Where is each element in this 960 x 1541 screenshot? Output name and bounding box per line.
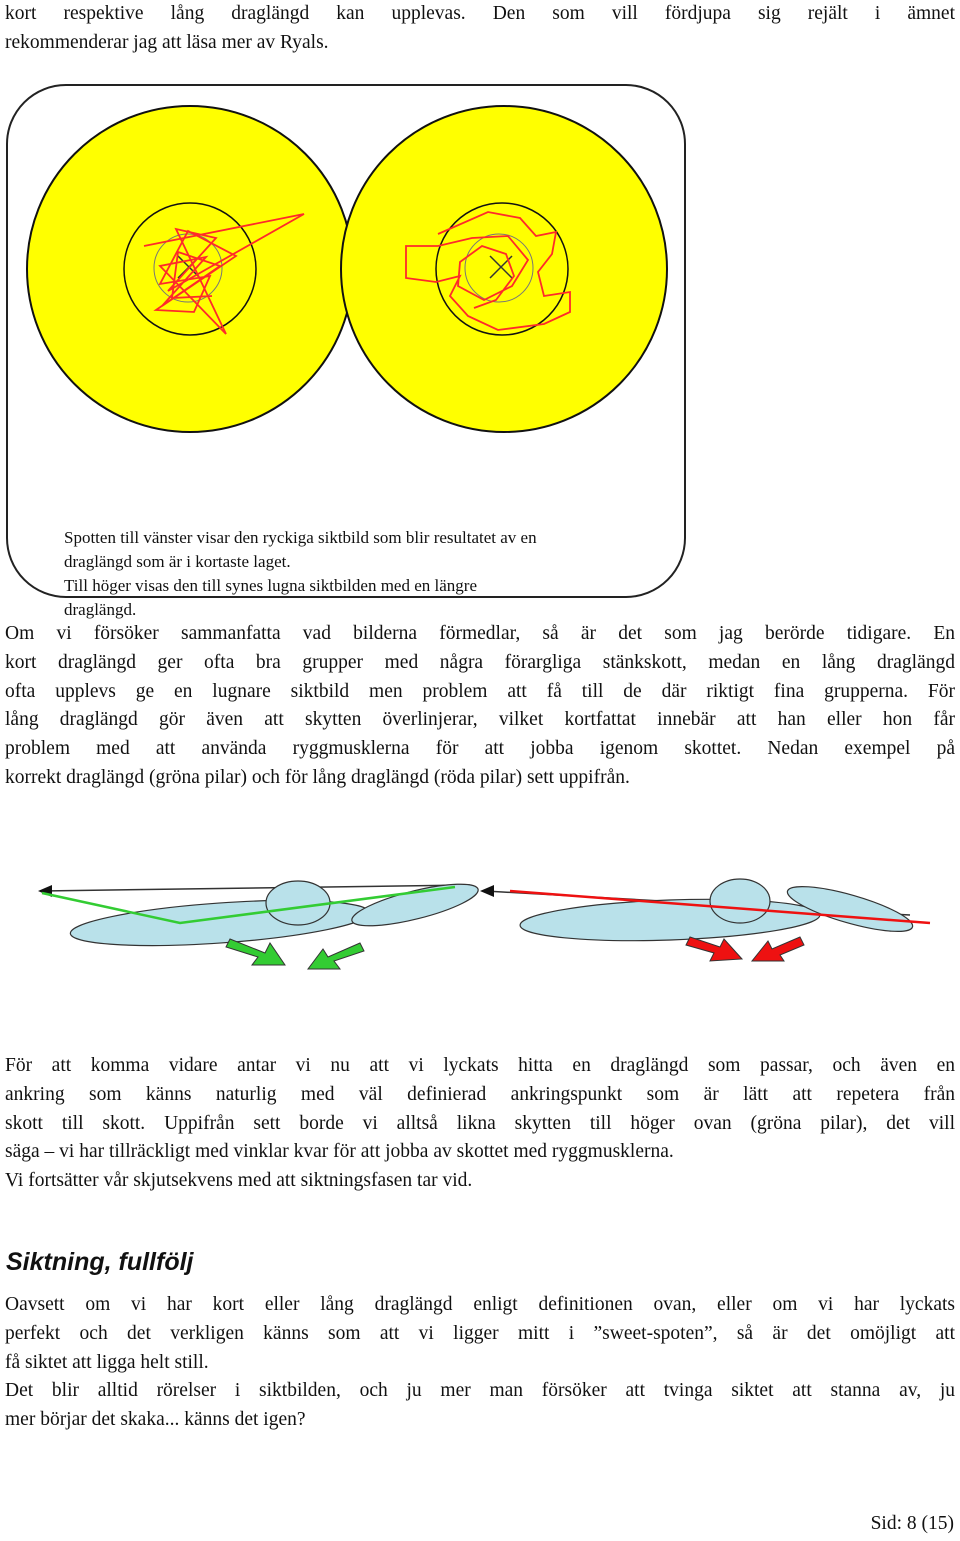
continuation-paragraph: [5, 1052, 955, 1196]
summary-line: problem med att använda ryggmusklerna för att jobba igenom skottet. Nedan exempel på: [5, 738, 955, 760]
caption-line: Spotten till vänster visar den ryckiga siktbild som blir resultatet av en: [64, 528, 537, 547]
intro-line: rekommenderar jag att läsa mer av Ryals.: [5, 31, 329, 53]
section-heading: Siktning, fullfölj: [6, 1248, 194, 1276]
intro-line: kort respektive lång draglängd kan upplevas. Den som vill fördjupa sig rejält i ämnet: [5, 3, 955, 24]
aiming-spots-figure: [6, 84, 686, 619]
summary-line: lång draglängd gör även att skytten överlinjerar, vilket kortfattat innebär att han eller hon får: [5, 709, 955, 731]
caption-line: draglängd.: [64, 600, 137, 619]
summary-line: korrekt draglängd (gröna pilar) och för lång draglängd (röda pilar) sett uppifrån.: [5, 766, 630, 788]
draw-length-topview-figure: [30, 865, 940, 980]
page-number: Sid: 8 (15): [870, 1513, 954, 1534]
archer-correct-draw: [38, 876, 481, 969]
para2-line: För att komma vidare antar vi nu att vi lyckats hitta en draglängd som passar, och även en: [5, 1055, 955, 1076]
para2-line: skott till skott. Uppifrån sett borde vi alltså likna skytten till höger ovan (gröna pilar), det vill: [5, 1112, 955, 1134]
para3-line: Oavsett om vi har kort eller lång draglängd enligt definitionen ovan, eller om vi har lyckats: [5, 1294, 955, 1315]
para2-line: säga – vi har tillräckligt med vinklar kvar för att jobba av skottet med ryggmusklerna.: [5, 1141, 674, 1163]
para3-line: perfekt och det verkligen känns som att vi ligger mitt i ”sweet-spoten”, så är det omöjligt att: [5, 1322, 955, 1344]
aiming-paragraph: [5, 1291, 955, 1435]
para2-line: Vi fortsätter vår skjutsekvens med att siktningsfasen tar vid.: [5, 1170, 473, 1192]
caption-line: Till höger visas den till synes lugna siktbilden med en längre: [64, 576, 477, 595]
para3-line: mer börjar det skaka... känns det igen?: [5, 1409, 306, 1431]
archer-long-draw: [480, 878, 930, 961]
caption-line: draglängd som är i kortaste laget.: [64, 552, 291, 571]
summary-line: kort draglängd ger ofta bra grupper med några förargliga stänkskott, medan en lång draglängd: [5, 651, 955, 673]
summary-paragraph: [5, 620, 955, 793]
intro-paragraph: [5, 0, 955, 58]
para2-line: ankring som känns naturlig med väl definierad ankringspunkt som är lätt att repetera från: [5, 1083, 955, 1105]
figure-caption: [64, 526, 664, 622]
topview-drawing: [30, 865, 940, 975]
summary-line: ofta upplevs ge en lugnare siktbild men problem att få till de där riktigt fina grupperna. För: [5, 680, 955, 702]
para3-line: få siktet att ligga helt still.: [5, 1351, 209, 1373]
aiming-spots-drawing: [8, 86, 684, 596]
summary-line: Om vi försöker sammanfatta vad bilderna förmedlar, så är det som jag berörde tidigare. En: [5, 623, 955, 644]
para3-line: Det blir alltid rörelser i siktbilden, och ju mer man försöker att tvinga siktet att stanna av, ju: [5, 1380, 955, 1402]
